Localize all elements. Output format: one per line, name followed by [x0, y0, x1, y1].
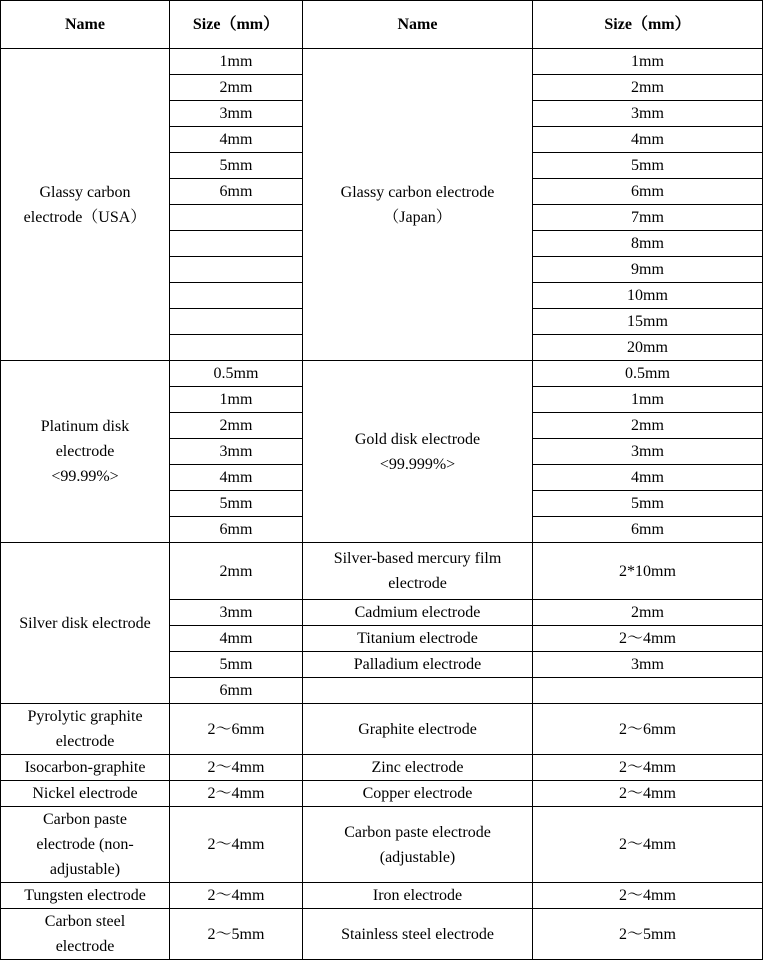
size-cell: 2mm: [533, 413, 763, 439]
table-row: [1, 807, 763, 883]
gold-line-2: <99.999%>: [379, 455, 456, 473]
size-cell: 1mm: [533, 387, 763, 413]
size-cell: 3mm: [170, 439, 303, 465]
name-cell: [303, 678, 533, 704]
table-row: [1, 755, 763, 781]
size-cell: 9mm: [533, 257, 763, 283]
header-size-2: Size（mm）: [533, 1, 763, 49]
size-cell: 2～4mm: [170, 755, 303, 781]
size-cell: 5mm: [533, 491, 763, 517]
size-cell: 2～4mm: [533, 807, 763, 883]
table-row: [1, 781, 763, 807]
size-cell: 4mm: [170, 626, 303, 652]
silver-mercury-label: Silver-based mercury film electrode: [333, 550, 502, 592]
size-cell: 6mm: [170, 517, 303, 543]
header-size-1: Size（mm）: [170, 1, 303, 49]
size-cell: 2～4mm: [170, 807, 303, 883]
name-cell: Nickel electrode: [1, 781, 170, 807]
size-cell: [170, 309, 303, 335]
table-row: [1, 704, 763, 755]
size-cell: 8mm: [533, 231, 763, 257]
size-cell: 7mm: [533, 205, 763, 231]
table-row: [1, 361, 763, 387]
size-cell: 2～4mm: [533, 781, 763, 807]
size-cell: [170, 283, 303, 309]
header-row: [1, 1, 763, 49]
name-cell: Isocarbon-graphite: [1, 755, 170, 781]
size-cell: 3mm: [170, 101, 303, 127]
size-cell: 4mm: [170, 127, 303, 153]
silver-disk-name: Silver disk electrode: [1, 543, 170, 704]
name-cell: [1, 704, 170, 755]
name-cell: [303, 543, 533, 600]
name-cell: Palladium electrode: [303, 652, 533, 678]
size-cell: 4mm: [170, 465, 303, 491]
table-row: [1, 883, 763, 909]
gold-line-1: Gold disk electrode: [354, 430, 481, 448]
size-cell: 2～6mm: [170, 704, 303, 755]
size-cell: 2～4mm: [533, 755, 763, 781]
size-cell: 0.5mm: [170, 361, 303, 387]
size-cell: 2mm: [533, 600, 763, 626]
name-cell: Titanium electrode: [303, 626, 533, 652]
size-cell: 5mm: [170, 652, 303, 678]
size-cell: 2～5mm: [533, 909, 763, 960]
size-cell: 3mm: [533, 101, 763, 127]
size-cell: 20mm: [533, 335, 763, 361]
name-cell: [1, 909, 170, 960]
name-cell: Graphite electrode: [303, 704, 533, 755]
size-cell: 1mm: [533, 49, 763, 75]
name-cell: Iron electrode: [303, 883, 533, 909]
name-cell: Copper electrode: [303, 781, 533, 807]
glassy-usa-label: Glassy carbon electrode（USA）: [23, 183, 147, 226]
name-cell: Stainless steel electrode: [303, 909, 533, 960]
header-name-1: Name: [1, 1, 170, 49]
name-cell: [303, 807, 533, 883]
size-cell: 2～4mm: [533, 883, 763, 909]
size-cell: 10mm: [533, 283, 763, 309]
glassy-japan-name: [303, 49, 533, 361]
size-cell: 2～6mm: [533, 704, 763, 755]
name-cell: [1, 807, 170, 883]
gold-name: [303, 361, 533, 543]
size-cell: 2～4mm: [170, 781, 303, 807]
size-cell: 2～4mm: [170, 883, 303, 909]
size-cell: 15mm: [533, 309, 763, 335]
size-cell: 3mm: [533, 439, 763, 465]
size-cell: 5mm: [533, 153, 763, 179]
size-cell: 2～4mm: [533, 626, 763, 652]
table-row: [1, 49, 763, 75]
glassy-usa-name: [1, 49, 170, 361]
table-row: [1, 909, 763, 960]
size-cell: 3mm: [170, 600, 303, 626]
platinum-line-1: Platinum disk: [40, 418, 130, 435]
table-row: [1, 543, 763, 600]
size-cell: 2mm: [170, 543, 303, 600]
name-cell: Tungsten electrode: [1, 883, 170, 909]
size-cell: [533, 678, 763, 704]
name-label: Carbon steel electrode: [44, 913, 126, 955]
glassy-japan-label: Glassy carbon electrode（Japan）: [340, 183, 495, 226]
name-cell: Zinc electrode: [303, 755, 533, 781]
name-cell: Cadmium electrode: [303, 600, 533, 626]
size-cell: [170, 231, 303, 257]
size-cell: 2*10mm: [533, 543, 763, 600]
size-cell: [170, 205, 303, 231]
size-cell: 2mm: [170, 413, 303, 439]
size-cell: 2mm: [533, 75, 763, 101]
size-cell: 3mm: [533, 652, 763, 678]
size-cell: 4mm: [533, 465, 763, 491]
size-cell: 5mm: [170, 491, 303, 517]
name-label: Carbon paste electrode (non-adjustable): [36, 811, 134, 878]
size-cell: 0.5mm: [533, 361, 763, 387]
size-cell: 6mm: [533, 179, 763, 205]
size-cell: 6mm: [170, 179, 303, 205]
header-name-2: Name: [303, 1, 533, 49]
size-cell: 6mm: [533, 517, 763, 543]
size-cell: [170, 335, 303, 361]
name-label: Carbon paste electrode (adjustable): [344, 823, 491, 866]
size-cell: 1mm: [170, 49, 303, 75]
size-cell: 1mm: [170, 387, 303, 413]
size-cell: 6mm: [170, 678, 303, 704]
platinum-line-2: electrode: [55, 443, 115, 460]
size-cell: [170, 257, 303, 283]
size-cell: 2～5mm: [170, 909, 303, 960]
size-cell: 5mm: [170, 153, 303, 179]
platinum-name: [1, 361, 170, 543]
size-cell: 4mm: [533, 127, 763, 153]
name-label: Pyrolytic graphite electrode: [27, 708, 143, 750]
size-cell: 2mm: [170, 75, 303, 101]
platinum-line-3: <99.99%>: [51, 468, 119, 485]
